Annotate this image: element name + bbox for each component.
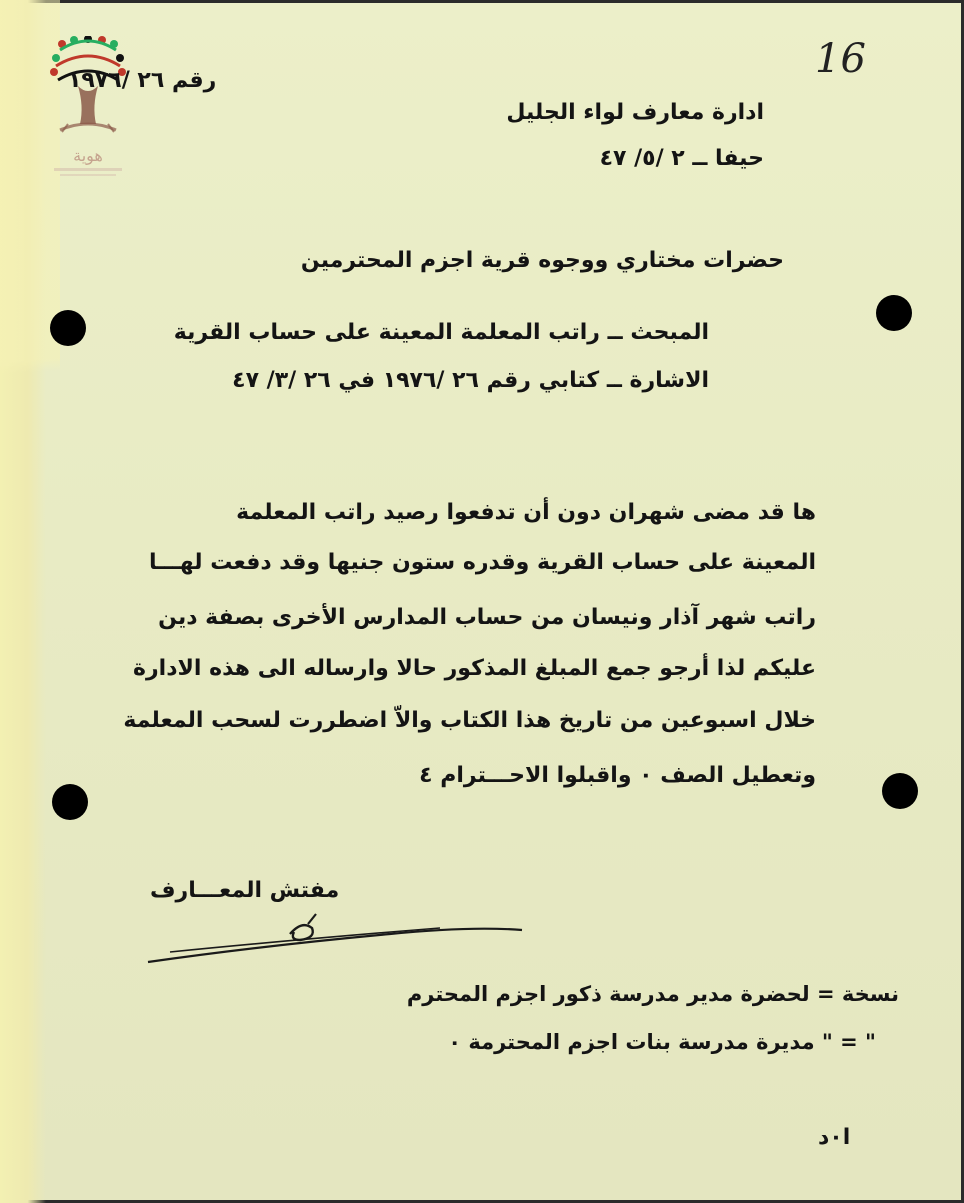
addressee: حضرات مختاري ووجوه قرية اجزم المحترمين <box>300 248 784 273</box>
copy-line-2: " = " مديرة مدرسة بنات اجزم المحترمة ٠ <box>448 1030 876 1054</box>
copy-line-1: نسخة = لحضرة مدير مدرسة ذكور اجزم المحترم <box>406 982 899 1006</box>
footer-initials: ا٠د <box>818 1125 851 1150</box>
punch-hole-right-top <box>876 295 912 331</box>
reference-number: رقم ٢٦ /١٩٧٦ <box>68 68 217 93</box>
body-line-2: المعينة على حساب القرية وقدره ستون جنيها وقد دفعت لهـــا <box>148 550 816 575</box>
body-line-1: ها قد مضى شهران دون أن تدفعوا رصيد راتب المعلمة <box>236 500 816 525</box>
subject-line: المبحث ــ راتب المعلمة المعينة على حساب القرية <box>173 320 709 345</box>
body-line-5: خلال اسبوعين من تاريخ هذا الكتاب والاّ اضطررت لسحب المعلمة <box>123 708 816 733</box>
punch-hole-left-top <box>50 310 86 346</box>
punch-hole-right-bottom <box>882 773 918 809</box>
place-date: حيفا ــ ٢ /٥/ ٤٧ <box>599 146 764 171</box>
body-line-4: عليكم لذا أرجو جمع المبلغ المذكور حالا وارساله الى هذه الادارة <box>133 656 816 681</box>
signature-title: مفتش المعـــارف <box>150 878 340 903</box>
punch-hole-left-bottom <box>52 784 88 820</box>
body-line-3: راتب شهر آذار ونيسان من حساب المدارس الأخرى بصفة دين <box>158 605 816 630</box>
page-number: 16 <box>815 36 866 82</box>
reference-line: الاشارة ــ كتابي رقم ٢٦ /١٩٧٦ في ٢٦ /٣/ ٤٧ <box>232 368 709 393</box>
handwritten-signature <box>140 912 530 972</box>
tree-of-people-logo <box>48 36 128 186</box>
logo-label: هوية <box>73 146 103 165</box>
department-name: ادارة معارف لواء الجليل <box>506 100 764 125</box>
body-line-6: وتعطيل الصف ٠ واقبلوا الاحـــترام ٤ <box>419 763 816 788</box>
